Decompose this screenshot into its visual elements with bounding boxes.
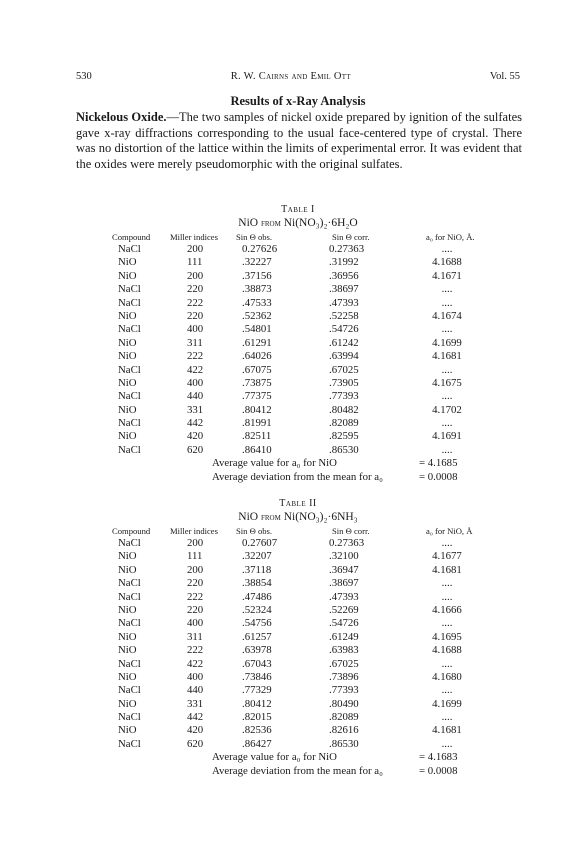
compound-cell: NaCl bbox=[118, 684, 141, 697]
table-row bbox=[76, 550, 520, 563]
a0-cell: .... bbox=[441, 617, 453, 630]
table-subtitle-compound: NiO bbox=[238, 217, 259, 229]
a0-cell: 4.1666 bbox=[432, 603, 462, 616]
compound-cell: NiO bbox=[118, 269, 137, 282]
table-header-row bbox=[76, 525, 520, 537]
sin-obs-cell: .54801 bbox=[242, 323, 272, 336]
miller-index-cell: 400 bbox=[187, 376, 204, 389]
sin-obs-cell: .73875 bbox=[242, 376, 272, 389]
miller-index-cell: 111 bbox=[187, 256, 203, 269]
compound-cell: NaCl bbox=[118, 737, 141, 750]
sin-corr-cell: .54726 bbox=[329, 323, 359, 336]
sin-obs-cell: .61257 bbox=[242, 630, 272, 643]
miller-index-cell: 331 bbox=[187, 403, 204, 416]
sin-corr-cell: .80482 bbox=[329, 403, 359, 416]
table-subtitle bbox=[76, 510, 520, 525]
column-header-sin-corr: Sin Θ corr. bbox=[332, 232, 370, 242]
table-subtitle-source: Ni(NO₃)₂·6NH₃ bbox=[283, 511, 358, 523]
miller-index-cell: 222 bbox=[187, 644, 204, 657]
average-deviation: = 0.0008 bbox=[419, 470, 458, 483]
a0-cell: 4.1681 bbox=[432, 350, 462, 363]
page-number: 530 bbox=[76, 71, 92, 82]
table-row bbox=[76, 430, 520, 443]
table-row bbox=[76, 564, 520, 577]
column-header-compound: Compound bbox=[112, 526, 151, 536]
paragraph-text: —The two samples of nickel oxide prepared by ignition of the sulfates gave x-ray diffractions corresponding to the usual face-centered type of crystal. There was no distortion of the lattice within the limits of experimental error. It was evident that the oxides were merely pseudomorphic with the original sulfates. bbox=[76, 110, 522, 171]
compound-cell: NiO bbox=[118, 630, 137, 643]
table-row bbox=[76, 270, 520, 283]
sin-obs-cell: .80412 bbox=[242, 403, 272, 416]
table-row bbox=[76, 684, 520, 697]
sin-obs-cell: .52324 bbox=[242, 603, 272, 616]
compound-cell: NaCl bbox=[118, 617, 141, 630]
table-label: Table I bbox=[281, 204, 315, 215]
sin-corr-cell: .38697 bbox=[329, 577, 359, 590]
sin-corr-cell: .86530 bbox=[329, 737, 359, 750]
table-row bbox=[76, 323, 520, 336]
a0-cell: .... bbox=[441, 283, 453, 296]
sin-corr-cell: .63983 bbox=[329, 644, 359, 657]
table-row bbox=[76, 658, 520, 671]
table-row bbox=[76, 377, 520, 390]
miller-index-cell: 220 bbox=[187, 283, 204, 296]
sin-corr-cell: .82089 bbox=[329, 711, 359, 724]
sin-obs-cell: .82536 bbox=[242, 724, 272, 737]
compound-cell: NaCl bbox=[118, 443, 141, 456]
table-row bbox=[76, 297, 520, 310]
sin-corr-cell: .52258 bbox=[329, 309, 359, 322]
sin-obs-cell: .52362 bbox=[242, 309, 272, 322]
column-header-sin-obs: Sin Θ obs. bbox=[236, 526, 273, 536]
miller-index-cell: 442 bbox=[187, 417, 204, 430]
miller-index-cell: 440 bbox=[187, 684, 204, 697]
average-value: = 4.1683 bbox=[419, 751, 458, 764]
table-row bbox=[76, 417, 520, 430]
sin-obs-cell: .82015 bbox=[242, 711, 272, 724]
sin-corr-cell: .47393 bbox=[329, 590, 359, 603]
table-row bbox=[76, 604, 520, 617]
sin-corr-cell: .67025 bbox=[329, 363, 359, 376]
compound-cell: NiO bbox=[118, 430, 137, 443]
sin-obs-cell: .32207 bbox=[242, 550, 272, 563]
a0-cell: .... bbox=[441, 590, 453, 603]
table-row bbox=[76, 444, 520, 457]
sin-obs-cell: .86427 bbox=[242, 737, 272, 750]
compound-cell: NiO bbox=[118, 309, 137, 322]
miller-index-cell: 442 bbox=[187, 711, 204, 724]
a0-cell: 4.1702 bbox=[432, 403, 462, 416]
miller-index-cell: 222 bbox=[187, 590, 204, 603]
compound-cell: NiO bbox=[118, 670, 137, 683]
table-row bbox=[76, 577, 520, 590]
table-row bbox=[76, 364, 520, 377]
miller-index-cell: 311 bbox=[187, 336, 203, 349]
table-row bbox=[76, 631, 520, 644]
sin-obs-cell: .67043 bbox=[242, 657, 272, 670]
sin-corr-cell: .73905 bbox=[329, 376, 359, 389]
sin-obs-cell: .80412 bbox=[242, 697, 272, 710]
average-value: = 4.1685 bbox=[419, 457, 458, 470]
table-row bbox=[76, 537, 520, 550]
sin-corr-cell: .73896 bbox=[329, 670, 359, 683]
table-subtitle-compound: NiO bbox=[238, 511, 259, 523]
a0-cell: .... bbox=[441, 684, 453, 697]
compound-cell: NaCl bbox=[118, 243, 141, 255]
a0-cell: .... bbox=[441, 417, 453, 430]
miller-index-cell: 200 bbox=[187, 243, 204, 255]
sin-corr-cell: .36956 bbox=[329, 269, 359, 282]
miller-index-cell: 422 bbox=[187, 363, 204, 376]
table-row bbox=[76, 711, 520, 724]
miller-index-cell: 422 bbox=[187, 657, 204, 670]
miller-index-cell: 311 bbox=[187, 630, 203, 643]
miller-index-cell: 222 bbox=[187, 350, 204, 363]
compound-cell: NiO bbox=[118, 563, 137, 576]
column-header-miller: Miller indices bbox=[170, 232, 218, 242]
a0-cell: 4.1691 bbox=[432, 430, 462, 443]
compound-cell: NiO bbox=[118, 697, 137, 710]
a0-cell: 4.1695 bbox=[432, 630, 462, 643]
sin-obs-cell: .82511 bbox=[242, 430, 272, 443]
miller-index-cell: 331 bbox=[187, 697, 204, 710]
a0-cell: 4.1688 bbox=[432, 256, 462, 269]
miller-index-cell: 440 bbox=[187, 390, 204, 403]
sin-corr-cell: 0.27363 bbox=[329, 537, 365, 549]
miller-index-cell: 420 bbox=[187, 430, 204, 443]
table-subtitle-from: from bbox=[260, 512, 281, 523]
a0-cell: .... bbox=[441, 323, 453, 336]
compound-cell: NiO bbox=[118, 644, 137, 657]
sin-corr-cell: .82089 bbox=[329, 417, 359, 430]
sin-obs-cell: .77375 bbox=[242, 390, 272, 403]
sin-obs-cell: .47533 bbox=[242, 296, 272, 309]
miller-index-cell: 620 bbox=[187, 737, 204, 750]
sin-corr-cell: .82616 bbox=[329, 724, 359, 737]
sin-obs-cell: .38873 bbox=[242, 283, 272, 296]
a0-cell: .... bbox=[441, 577, 453, 590]
miller-index-cell: 620 bbox=[187, 443, 204, 456]
table-row bbox=[76, 283, 520, 296]
table-row bbox=[76, 671, 520, 684]
table-subtitle bbox=[76, 216, 520, 231]
compound-cell: NaCl bbox=[118, 363, 141, 376]
table-row bbox=[76, 256, 520, 269]
a0-cell: 4.1699 bbox=[432, 697, 462, 710]
compound-cell: NiO bbox=[118, 724, 137, 737]
sin-corr-cell: .47393 bbox=[329, 296, 359, 309]
sin-obs-cell: .47486 bbox=[242, 590, 272, 603]
compound-cell: NiO bbox=[118, 603, 137, 616]
average-deviation-label: Average deviation from the mean for a₀ bbox=[212, 470, 383, 483]
miller-index-cell: 111 bbox=[187, 550, 203, 563]
a0-cell: 4.1688 bbox=[432, 644, 462, 657]
running-head-authors: R. W. Cairns and Emil Ott bbox=[230, 71, 351, 82]
sin-corr-cell: .61249 bbox=[329, 630, 359, 643]
sin-corr-cell: .82595 bbox=[329, 430, 359, 443]
sin-obs-cell: .73846 bbox=[242, 670, 272, 683]
table-row bbox=[76, 617, 520, 630]
table-2 bbox=[76, 497, 520, 778]
a0-cell: .... bbox=[441, 443, 453, 456]
a0-cell: .... bbox=[441, 657, 453, 670]
compound-cell: NaCl bbox=[118, 537, 141, 549]
a0-cell: 4.1674 bbox=[432, 309, 462, 322]
average-value-line bbox=[76, 751, 520, 764]
a0-cell: 4.1699 bbox=[432, 336, 462, 349]
table-body bbox=[76, 537, 520, 751]
sin-corr-cell: .38697 bbox=[329, 283, 359, 296]
average-deviation-line bbox=[76, 471, 520, 484]
compound-cell: NiO bbox=[118, 376, 137, 389]
table-row bbox=[76, 390, 520, 403]
column-header-miller: Miller indices bbox=[170, 526, 218, 536]
sin-obs-cell: .61291 bbox=[242, 336, 272, 349]
section-title: Results of x-Ray Analysis bbox=[230, 94, 366, 108]
miller-index-cell: 400 bbox=[187, 323, 204, 336]
a0-cell: .... bbox=[441, 390, 453, 403]
sin-corr-cell: .77393 bbox=[329, 390, 359, 403]
compound-cell: NiO bbox=[118, 336, 137, 349]
sin-obs-cell: .63978 bbox=[242, 644, 272, 657]
sin-corr-cell: .31992 bbox=[329, 256, 359, 269]
a0-cell: .... bbox=[441, 363, 453, 376]
table-header-row bbox=[76, 231, 520, 243]
miller-index-cell: 222 bbox=[187, 296, 204, 309]
compound-cell: NaCl bbox=[118, 711, 141, 724]
sin-obs-cell: .54756 bbox=[242, 617, 272, 630]
average-deviation-line bbox=[76, 765, 520, 778]
miller-index-cell: 200 bbox=[187, 269, 204, 282]
miller-index-cell: 400 bbox=[187, 670, 204, 683]
table-body bbox=[76, 243, 520, 457]
sin-corr-cell: .86530 bbox=[329, 443, 359, 456]
table-row bbox=[76, 698, 520, 711]
sin-corr-cell: .52269 bbox=[329, 603, 359, 616]
table-1 bbox=[76, 203, 520, 484]
compound-cell: NiO bbox=[118, 550, 137, 563]
column-header-sin-corr: Sin Θ corr. bbox=[332, 526, 370, 536]
sin-obs-cell: 0.27607 bbox=[242, 537, 278, 549]
average-value-label: Average value for a₀ for NiO bbox=[212, 457, 337, 470]
a0-cell: .... bbox=[441, 243, 453, 255]
a0-cell: .... bbox=[441, 296, 453, 309]
a0-cell: 4.1671 bbox=[432, 269, 462, 282]
sin-corr-cell: 0.27363 bbox=[329, 243, 365, 255]
table-row bbox=[76, 591, 520, 604]
average-value-label: Average value for a₀ for NiO bbox=[212, 751, 337, 764]
sin-obs-cell: .64026 bbox=[242, 350, 272, 363]
sin-corr-cell: .67025 bbox=[329, 657, 359, 670]
table-row bbox=[76, 243, 520, 256]
average-value-line bbox=[76, 457, 520, 470]
column-header-a0: a₀ for NiO, Å bbox=[426, 526, 473, 536]
column-header-compound: Compound bbox=[112, 232, 151, 242]
sin-corr-cell: .54726 bbox=[329, 617, 359, 630]
compound-cell: NiO bbox=[118, 350, 137, 363]
a0-cell: .... bbox=[441, 537, 453, 549]
sin-corr-cell: .36947 bbox=[329, 563, 359, 576]
body-paragraph bbox=[76, 110, 522, 172]
sin-obs-cell: .81991 bbox=[242, 417, 272, 430]
average-deviation-label: Average deviation from the mean for a₀ bbox=[212, 764, 383, 777]
compound-cell: NiO bbox=[118, 403, 137, 416]
table-row bbox=[76, 738, 520, 751]
a0-cell: .... bbox=[441, 737, 453, 750]
compound-cell: NaCl bbox=[118, 390, 141, 403]
paragraph-lead: Nickelous Oxide. bbox=[76, 110, 167, 124]
sin-obs-cell: .32227 bbox=[242, 256, 272, 269]
sin-corr-cell: .61242 bbox=[329, 336, 359, 349]
volume-number: Vol. 55 bbox=[489, 71, 520, 82]
table-row bbox=[76, 310, 520, 323]
miller-index-cell: 200 bbox=[187, 537, 204, 549]
table-row bbox=[76, 337, 520, 350]
table-label: Table II bbox=[279, 498, 317, 509]
table-subtitle-from: from bbox=[260, 218, 281, 229]
table-row bbox=[76, 350, 520, 363]
sin-obs-cell: .37118 bbox=[242, 563, 272, 576]
sin-obs-cell: .38854 bbox=[242, 577, 272, 590]
table-row bbox=[76, 404, 520, 417]
a0-cell: 4.1681 bbox=[432, 563, 462, 576]
a0-cell: .... bbox=[441, 711, 453, 724]
compound-cell: NaCl bbox=[118, 577, 141, 590]
miller-index-cell: 220 bbox=[187, 603, 204, 616]
table-subtitle-source: Ni(NO₃)₂·6H₂O bbox=[283, 217, 358, 229]
sin-corr-cell: .80490 bbox=[329, 697, 359, 710]
sin-obs-cell: .86410 bbox=[242, 443, 272, 456]
sin-obs-cell: .37156 bbox=[242, 269, 272, 282]
compound-cell: NaCl bbox=[118, 323, 141, 336]
sin-obs-cell: 0.27626 bbox=[242, 243, 278, 255]
miller-index-cell: 420 bbox=[187, 724, 204, 737]
sin-obs-cell: .77329 bbox=[242, 684, 272, 697]
average-deviation: = 0.0008 bbox=[419, 764, 458, 777]
compound-cell: NaCl bbox=[118, 657, 141, 670]
a0-cell: 4.1681 bbox=[432, 724, 462, 737]
miller-index-cell: 220 bbox=[187, 309, 204, 322]
compound-cell: NiO bbox=[118, 256, 137, 269]
compound-cell: NaCl bbox=[118, 417, 141, 430]
compound-cell: NaCl bbox=[118, 283, 141, 296]
a0-cell: 4.1675 bbox=[432, 376, 462, 389]
sin-obs-cell: .67075 bbox=[242, 363, 272, 376]
sin-corr-cell: .77393 bbox=[329, 684, 359, 697]
column-header-a0: a₀ for NiO, Å. bbox=[426, 232, 475, 242]
miller-index-cell: 220 bbox=[187, 577, 204, 590]
sin-corr-cell: .63994 bbox=[329, 350, 359, 363]
miller-index-cell: 200 bbox=[187, 563, 204, 576]
a0-cell: 4.1680 bbox=[432, 670, 462, 683]
running-head bbox=[76, 71, 520, 85]
table-row bbox=[76, 724, 520, 737]
compound-cell: NaCl bbox=[118, 590, 141, 603]
sin-corr-cell: .32100 bbox=[329, 550, 359, 563]
miller-index-cell: 400 bbox=[187, 617, 204, 630]
compound-cell: NaCl bbox=[118, 296, 141, 309]
table-row bbox=[76, 644, 520, 657]
a0-cell: 4.1677 bbox=[432, 550, 462, 563]
column-header-sin-obs: Sin Θ obs. bbox=[236, 232, 273, 242]
